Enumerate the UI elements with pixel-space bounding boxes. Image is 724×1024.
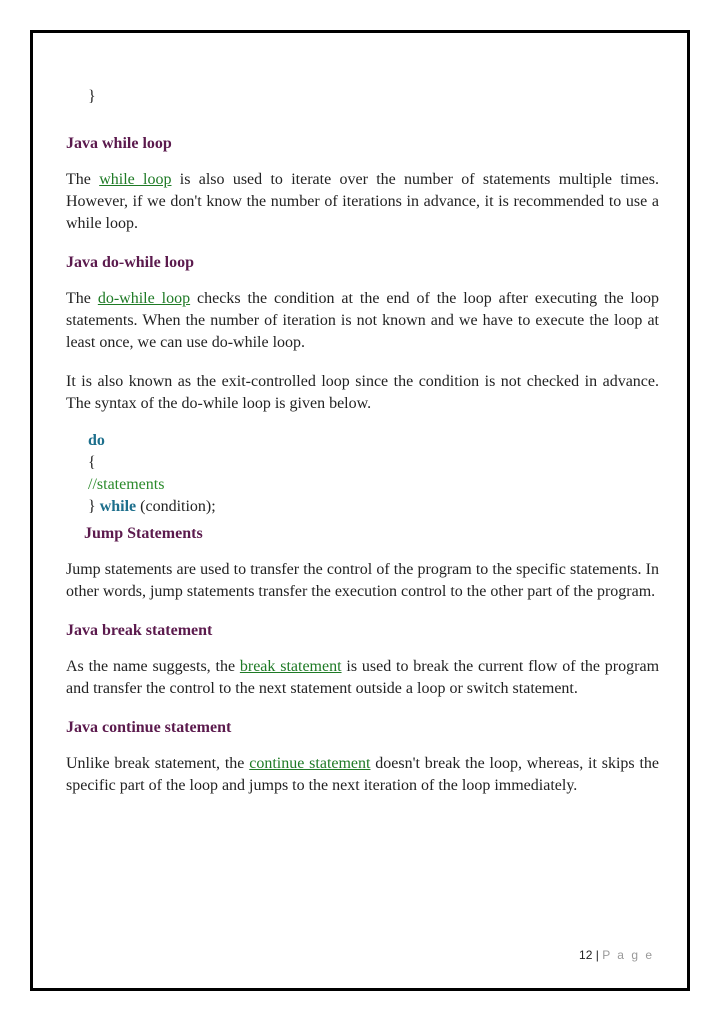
text-span: checks the condition at the end of the loop after executing the loop statements. When the number of iteration is not known and we have to execute the loop at least once, we can use do-while loop. <box>66 290 659 351</box>
keyword-while: while <box>99 498 137 515</box>
heading-jump-statements: Jump Statements <box>84 525 203 542</box>
page-number: 12 <box>579 948 593 962</box>
link-do-while-loop[interactable]: do-while loop <box>97 290 191 307</box>
page-label: P a g e <box>602 948 654 962</box>
link-continue-statement[interactable]: continue statement <box>249 755 371 772</box>
keyword-do: do <box>88 432 105 449</box>
code-close-brace: } <box>88 498 96 515</box>
text-span: As the name suggests, the <box>66 658 240 675</box>
text-span: is also used to iterate over the number of statements multiple times. However, if we don't know the number of iterations in advance, it is recommended to use a while loop. <box>66 171 659 232</box>
paragraph-exit-controlled: It is also known as the exit-controlled loop since the condition is not checked in advance. The syntax of the do-while loop is given below. <box>66 373 659 412</box>
text-span: is used to break the current flow of the program and transfer the control to the next statement outside a loop or switch statement. <box>66 658 660 697</box>
paragraph-break-statement <box>66 656 659 700</box>
code-comment: //statements <box>88 476 165 493</box>
text-span: The <box>66 290 98 307</box>
link-while-loop[interactable]: while loop <box>99 171 172 188</box>
heading-java-while-loop: Java while loop <box>66 135 172 152</box>
text-span: The <box>66 171 100 188</box>
paragraph-jump-statements: Jump statements are used to transfer the control of the program to the specific statements. In other words, jump statements transfer the execution control to the other part of the program. <box>66 561 659 600</box>
link-break-statement[interactable]: break statement <box>239 658 342 675</box>
heading-java-do-while-loop: Java do-while loop <box>66 254 195 271</box>
page-separator: | <box>595 948 599 962</box>
code-block-do-while <box>88 430 659 518</box>
heading-java-break-statement: Java break statement <box>66 622 213 639</box>
code-condition: (condition); <box>136 498 216 515</box>
text-span: doesn't break the loop, whereas, it skips the specific part of the loop and jumps to the next iteration of the loop immediately. <box>66 755 660 794</box>
paragraph-continue-statement <box>66 753 659 797</box>
paragraph-do-while-loop <box>66 288 659 354</box>
page-footer <box>579 948 654 962</box>
heading-java-continue-statement: Java continue statement <box>66 719 232 736</box>
closing-brace: } <box>88 88 96 105</box>
paragraph-while-loop <box>66 169 659 235</box>
code-open-brace: { <box>88 454 96 471</box>
document-body <box>66 86 659 814</box>
text-span: Unlike break statement, the <box>66 755 250 772</box>
